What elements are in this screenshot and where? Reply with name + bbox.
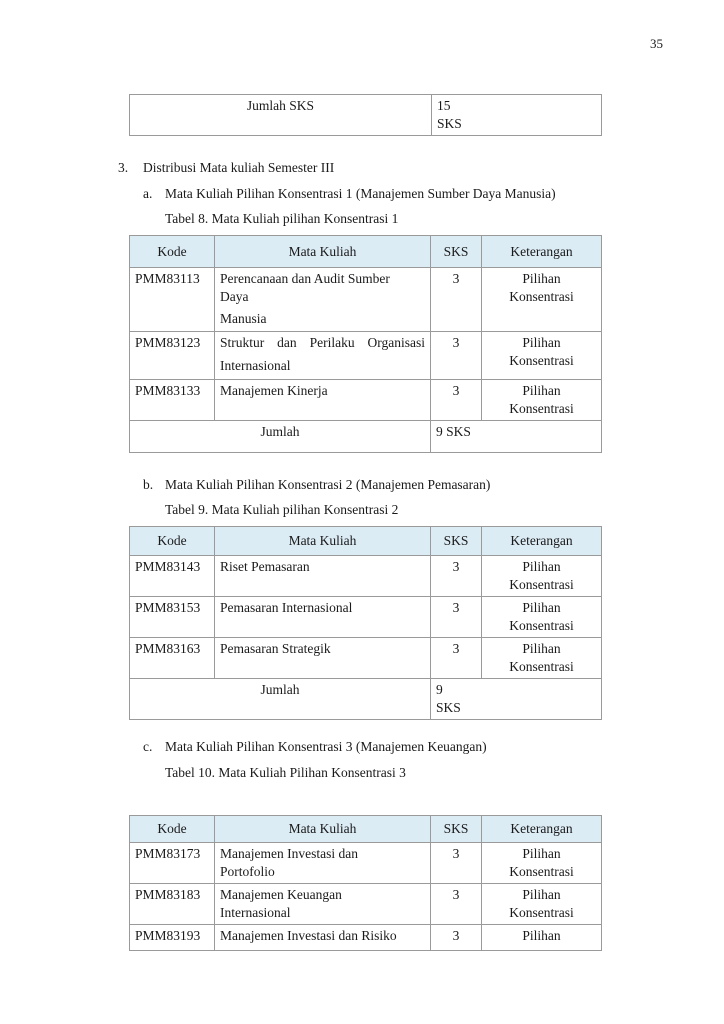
subsection-title: Mata Kuliah Pilihan Konsentrasi 3 (Manajemen Keuangan)	[165, 739, 487, 754]
column-header: SKS	[431, 816, 482, 843]
total-label-cell	[130, 95, 432, 136]
table-8	[129, 235, 602, 453]
section-title: Distribusi Mata kuliah Semester III	[143, 160, 335, 175]
keterangan-cell: Pilihan	[482, 925, 602, 951]
table-row	[130, 638, 602, 679]
keterangan-cell	[482, 556, 602, 597]
table-10	[129, 815, 602, 951]
mata-kuliah-cell	[215, 843, 431, 884]
sks-cell: 3	[431, 925, 482, 951]
mata-kuliah-line: Internasional	[220, 905, 291, 920]
kode-cell: PMM83133	[130, 380, 215, 421]
keterangan-line: Konsentrasi	[509, 618, 574, 633]
mata-kuliah-line: Portofolio	[220, 864, 275, 879]
total-row	[130, 421, 602, 453]
table-header-row	[130, 816, 602, 843]
keterangan-line: Konsentrasi	[509, 577, 574, 592]
keterangan-line: Pilihan	[522, 559, 561, 574]
sks-cell: 3	[431, 884, 482, 925]
total-value-line: 9	[436, 682, 443, 697]
mata-kuliah-line: Struktur dan Perilaku Organisasi	[220, 335, 425, 350]
sks-cell: 3	[431, 843, 482, 884]
mata-kuliah-line: Perencanaan dan Audit Sumber	[220, 271, 390, 286]
mata-kuliah-line: Manusia	[220, 311, 267, 326]
kode-cell: PMM83193	[130, 925, 215, 951]
keterangan-line: Konsentrasi	[509, 864, 574, 879]
keterangan-line: Pilihan	[522, 271, 561, 286]
kode-cell: PMM83143	[130, 556, 215, 597]
table-header-row	[130, 527, 602, 556]
sks-cell: 3	[431, 638, 482, 679]
column-header: Keterangan	[482, 816, 602, 843]
page-number: 35	[650, 36, 663, 51]
total-label-cell: Jumlah	[130, 679, 431, 720]
mata-kuliah-cell: Manajemen Kinerja	[215, 380, 431, 421]
mata-kuliah-line: Daya	[220, 289, 249, 304]
mata-kuliah-line: Manajemen Investasi dan	[220, 846, 358, 861]
table-row	[130, 268, 602, 332]
mata-kuliah-line: Internasional	[220, 358, 291, 373]
keterangan-line: Pilihan	[522, 887, 561, 902]
table-9	[129, 526, 602, 720]
keterangan-line: Pilihan	[522, 335, 561, 350]
jumlah-sks-table	[129, 94, 602, 136]
sks-cell: 3	[431, 597, 482, 638]
kode-cell: PMM83163	[130, 638, 215, 679]
total-value-line: SKS	[437, 116, 462, 131]
subsection-letter: b.	[143, 477, 154, 492]
mata-kuliah-cell: Pemasaran Internasional	[215, 597, 431, 638]
mata-kuliah-cell	[215, 884, 431, 925]
table-row	[130, 925, 602, 951]
table-row	[130, 884, 602, 925]
table-row	[130, 95, 602, 136]
table-row	[130, 332, 602, 380]
total-row	[130, 679, 602, 720]
column-header: SKS	[431, 236, 482, 268]
keterangan-cell	[482, 884, 602, 925]
keterangan-cell	[482, 597, 602, 638]
keterangan-cell	[482, 638, 602, 679]
total-label-cell: Jumlah	[130, 421, 431, 453]
keterangan-line: Konsentrasi	[509, 905, 574, 920]
total-label: Jumlah SKS	[246, 98, 315, 113]
total-value-line: 15	[437, 98, 451, 113]
subsection-letter: c.	[143, 739, 153, 754]
sks-cell: 3	[431, 332, 482, 380]
mata-kuliah-cell: Riset Pemasaran	[215, 556, 431, 597]
column-header: Mata Kuliah	[215, 236, 431, 268]
column-header: Kode	[130, 527, 215, 556]
table-caption: Tabel 8. Mata Kuliah pilihan Konsentrasi 1	[165, 211, 399, 226]
table-row	[130, 556, 602, 597]
mata-kuliah-cell	[215, 332, 431, 380]
keterangan-line: Pilihan	[522, 600, 561, 615]
kode-cell: PMM83183	[130, 884, 215, 925]
kode-cell: PMM83173	[130, 843, 215, 884]
total-value-line: SKS	[436, 700, 461, 715]
sks-cell: 3	[431, 380, 482, 421]
column-header: Mata Kuliah	[215, 527, 431, 556]
keterangan-line: Konsentrasi	[509, 401, 574, 416]
keterangan-line: Pilihan	[522, 846, 561, 861]
keterangan-cell	[482, 332, 602, 380]
table-row	[130, 597, 602, 638]
table-row	[130, 380, 602, 421]
column-header: Keterangan	[482, 236, 602, 268]
column-header: Keterangan	[482, 527, 602, 556]
mata-kuliah-cell	[215, 268, 431, 332]
table-header-row	[130, 236, 602, 268]
keterangan-line: Konsentrasi	[509, 659, 574, 674]
table-caption: Tabel 9. Mata Kuliah pilihan Konsentrasi 2	[165, 502, 399, 517]
column-header: SKS	[431, 527, 482, 556]
keterangan-line: Pilihan	[522, 383, 561, 398]
table-caption: Tabel 10. Mata Kuliah Pilihan Konsentrasi 3	[165, 765, 406, 780]
mata-kuliah-cell: Manajemen Investasi dan Risiko	[215, 925, 431, 951]
sks-cell: 3	[431, 268, 482, 332]
mata-kuliah-line: Manajemen Keuangan	[220, 887, 342, 902]
keterangan-cell	[482, 380, 602, 421]
keterangan-line: Pilihan	[522, 641, 561, 656]
kode-cell: PMM83113	[130, 268, 215, 332]
subsection-title: Mata Kuliah Pilihan Konsentrasi 2 (Manajemen Pemasaran)	[165, 477, 491, 492]
table-row	[130, 843, 602, 884]
subsection-letter: a.	[143, 186, 153, 201]
column-header: Kode	[130, 236, 215, 268]
total-value-cell: 9 SKS	[431, 421, 602, 453]
column-header: Mata Kuliah	[215, 816, 431, 843]
section-number: 3.	[118, 160, 129, 175]
keterangan-cell	[482, 268, 602, 332]
total-value-cell	[432, 95, 602, 136]
mata-kuliah-cell: Pemasaran Strategik	[215, 638, 431, 679]
subsection-title: Mata Kuliah Pilihan Konsentrasi 1 (Manajemen Sumber Daya Manusia)	[165, 186, 556, 201]
keterangan-line: Konsentrasi	[509, 289, 574, 304]
column-header: Kode	[130, 816, 215, 843]
total-value-cell	[431, 679, 602, 720]
keterangan-line: Konsentrasi	[509, 353, 574, 368]
kode-cell: PMM83153	[130, 597, 215, 638]
kode-cell: PMM83123	[130, 332, 215, 380]
keterangan-cell	[482, 843, 602, 884]
sks-cell: 3	[431, 556, 482, 597]
